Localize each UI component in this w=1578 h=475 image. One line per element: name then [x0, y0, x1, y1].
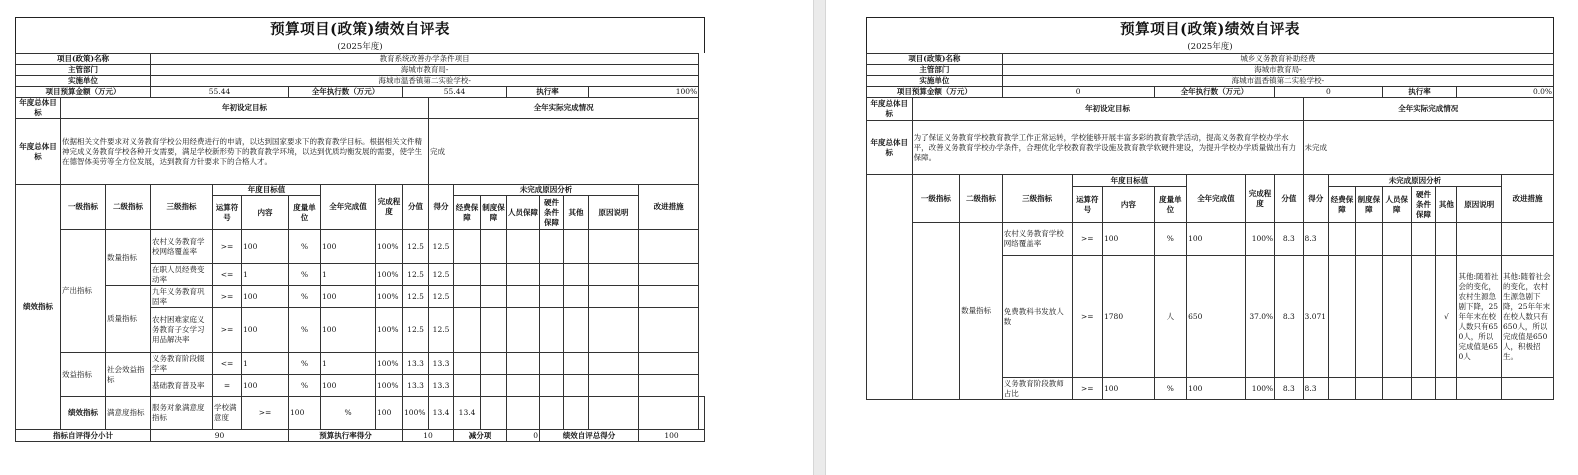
got-cell: 13.3: [429, 353, 454, 375]
degree-cell: 100%: [376, 264, 403, 286]
score-cell: 8.3: [1275, 223, 1303, 256]
content-cell: 100: [1103, 223, 1155, 256]
unit-cell: %: [289, 230, 321, 264]
budget-label: 项目预算金额（万元）: [16, 87, 151, 98]
op-cell: >=: [213, 308, 242, 353]
got-cell: 8.3: [1303, 223, 1328, 256]
score-cell: 12.5: [403, 286, 429, 308]
rate-label: 执行率: [1382, 87, 1457, 98]
evaluation-table: [866, 53, 1554, 400]
subtotal-value: 90: [151, 430, 289, 442]
header-got: 得分: [429, 185, 454, 230]
got-cell: 12.5: [429, 286, 454, 308]
score-cell: 8.3: [1275, 256, 1303, 378]
other-cell: [1436, 378, 1457, 400]
op-cell: <=: [213, 353, 242, 375]
other-cell: √: [1436, 256, 1457, 378]
unit-cell: %: [289, 308, 321, 353]
degree-cell: 100%: [376, 230, 403, 264]
table-row: [16, 230, 705, 264]
dept-label: 主管部门: [16, 65, 151, 76]
improve-cell: [1502, 378, 1554, 400]
budget-value: 0: [1002, 87, 1154, 98]
unit-cell: 人: [1154, 256, 1186, 378]
degree-cell: 100%: [376, 353, 403, 375]
header-target-group: 年度目标值: [1072, 175, 1186, 187]
subtotal-label: 指标自评得分小计: [16, 430, 151, 442]
improve-cell: 其他:随着社会的变化，农村生源急剧下降，25年年末在校人数只有650人，所以完成值是650人，积极招生。: [1502, 256, 1554, 378]
unit-value: 海城市温香镇第二实验学校-: [151, 76, 699, 87]
goal-actual-label: 全年实际完成情况: [429, 98, 699, 119]
page-divider: [813, 0, 826, 475]
goal-text: 为了保证义务教育学校教育教学工作正常运转，学校能够开展丰富多彩的教育教学活动，提高义务教育学校办学水平，改善义务教育学校办学条件，合理优化学校教育教学设施及教育教学软硬件建设，为提升学校办学质量做出有力保障。: [912, 121, 1303, 175]
goal-text: 依据相关文件要求对义务教育学校公用经费进行的申请，以达到国家要求下的教育教学目标。根据相关文件精神完成义务教育学校各种开支需要，满足学校新形势下的教育教学环境，以达到优质均衡发展的需要，使学生在德智体美劳等全方位发展，达到教育方针要求下的合格人才。: [61, 119, 429, 185]
op-cell: >=: [242, 397, 289, 430]
header-done: 全年完成值: [321, 185, 376, 230]
header-reason-group: 未完成原因分析: [1328, 175, 1501, 187]
goal-label-top: 年度总体目标: [16, 98, 61, 119]
l3-cell: 在职人员经费变动率: [151, 264, 213, 286]
l2-social: 社会效益指标: [106, 353, 151, 397]
goal-actual-label: 全年实际完成情况: [1303, 98, 1553, 121]
degree-cell: 100%: [403, 397, 429, 430]
got-cell: 8.3: [1303, 378, 1328, 400]
unit-cell: %: [289, 264, 321, 286]
l3-cell: 农村义务教育学校网络覆盖率: [151, 230, 213, 264]
header-degree: 完成程度: [376, 185, 403, 230]
header-content: 内容: [242, 196, 289, 230]
budget-value: 55.44: [151, 87, 289, 98]
header-score: 分值: [403, 185, 429, 230]
sheet-year: (2025年度): [866, 41, 1554, 53]
score-cell: 8.3: [1275, 378, 1303, 400]
header-done: 全年完成值: [1187, 175, 1246, 223]
goal-actual: 未完成: [1303, 121, 1553, 175]
header-r3: 人员保障: [1382, 187, 1411, 223]
header-op: 运算符号: [213, 196, 242, 230]
table-row: [867, 223, 1554, 256]
goal-label: 年度总体目标: [867, 121, 913, 175]
header-l2: 二级指标: [106, 185, 151, 230]
dept-value: 海城市教育局-: [1002, 65, 1553, 76]
rate-value: 100%: [589, 87, 699, 98]
content-cell: 1: [242, 264, 289, 286]
header-r4: 硬件条件保障: [1411, 187, 1435, 223]
got-cell: 12.5: [429, 308, 454, 353]
l2-quality: 质量指标: [106, 286, 151, 353]
l2-quantity: 数量指标: [960, 223, 1003, 400]
l1-benefit: 效益指标: [61, 353, 106, 397]
op-cell: =: [213, 375, 242, 397]
header-l3: 三级指标: [151, 185, 213, 230]
goal-label: 年度总体目标: [16, 119, 61, 185]
header-r4: 硬件条件保障: [540, 196, 564, 230]
op-cell: >=: [213, 286, 242, 308]
header-r2: 制度保障: [1356, 187, 1382, 223]
unit-label: 实施单位: [867, 76, 1003, 87]
content-cell: 100: [1103, 378, 1155, 400]
score-cell: 12.5: [403, 308, 429, 353]
l3-cell: 基础教育普及率: [151, 375, 213, 397]
score-cell: 12.5: [403, 230, 429, 264]
header-r6: 原因说明: [1457, 187, 1502, 223]
content-cell: 100: [242, 375, 289, 397]
goal-set-label: 年初设定目标: [912, 98, 1303, 121]
header-r1: 经费保障: [1328, 187, 1355, 223]
unit-cell: %: [289, 353, 321, 375]
header-improve: 改进措施: [1502, 175, 1554, 223]
budget-score-label: 预算执行率得分: [289, 430, 403, 442]
project-name-label: 项目(政策)名称: [16, 54, 151, 65]
deduct-value: 0: [507, 430, 540, 442]
header-r2: 制度保障: [481, 196, 507, 230]
project-name-value: 城乡义务教育补助经费: [1002, 54, 1553, 65]
done-cell: 100: [321, 286, 376, 308]
l3-cell: 农村困难家庭义务教育子女学习用品解决率: [151, 308, 213, 353]
content-cell: 100: [242, 286, 289, 308]
reason-cell: [1457, 378, 1502, 400]
op-cell: >=: [1072, 256, 1102, 378]
l3-cell: 九年义务教育巩固率: [151, 286, 213, 308]
header-op: 运算符号: [1072, 187, 1102, 223]
degree-cell: 100%: [1245, 378, 1274, 400]
unit-cell: %: [1154, 378, 1186, 400]
other-cell: [1436, 223, 1457, 256]
reason-cell: 其他:随着社会的变化，农村生源急剧下降，25年年末在校人数只有650人，所以完成值是650人: [1457, 256, 1502, 378]
got-cell: 12.5: [429, 230, 454, 264]
score-cell: 13.3: [403, 353, 429, 375]
unit-label: 实施单位: [16, 76, 151, 87]
header-target-group: 年度目标值: [213, 185, 321, 196]
header-content: 内容: [1103, 187, 1155, 223]
content-cell: 100: [242, 308, 289, 353]
total-value: 100: [639, 430, 705, 442]
unit-cell: %: [289, 286, 321, 308]
header-unit: 度量单位: [289, 196, 321, 230]
l1-blank: [912, 223, 960, 400]
l3-cell: 免费教科书发放人数: [1002, 256, 1072, 378]
l2-quantity: 数量指标: [106, 230, 151, 286]
score-cell: 13.4: [429, 397, 454, 430]
unit-cell: %: [1154, 223, 1186, 256]
header-r5: 其他: [564, 196, 589, 230]
header-improve: 改进措施: [639, 185, 699, 230]
got-cell: 3.071: [1303, 256, 1328, 378]
unit-cell: %: [321, 397, 376, 430]
project-name-label: 项目(政策)名称: [867, 54, 1003, 65]
project-name-value: 教育系统改善办学条件项目: [151, 54, 699, 65]
got-cell: 13.4: [454, 397, 481, 430]
header-got: 得分: [1303, 175, 1328, 223]
done-cell: 100: [321, 375, 376, 397]
op-cell: >=: [213, 230, 242, 264]
exec-value: 0: [1275, 87, 1382, 98]
content-cell: 100: [242, 230, 289, 264]
exec-value: 55.44: [403, 87, 507, 98]
perf-label-2: 绩效指标: [61, 397, 106, 430]
header-r1: 经费保障: [454, 196, 481, 230]
goal-label-top: 年度总体目标: [867, 98, 913, 121]
l3-cell: 义务教育阶段辍学率: [151, 353, 213, 375]
l3-cell: 农村义务教育学校网络覆盖率: [1002, 223, 1072, 256]
goal-actual: 完成: [429, 119, 699, 185]
budget-score-value: 10: [403, 430, 454, 442]
l1-output: 产出指标: [61, 230, 106, 353]
done-cell: 100: [376, 397, 403, 430]
rate-value: 0.0%: [1457, 87, 1554, 98]
l3-cell: 义务教育阶段教师占比: [1002, 378, 1072, 400]
done-cell: 100: [321, 308, 376, 353]
header-score: 分值: [1275, 175, 1303, 223]
header-unit: 度量单位: [1154, 187, 1186, 223]
perf-label: 绩效指标: [16, 185, 61, 430]
done-cell: 1: [321, 353, 376, 375]
evaluation-table: [15, 53, 705, 442]
total-label: 绩效自评总得分: [540, 430, 639, 442]
degree-cell: 100%: [376, 286, 403, 308]
content-cell: 1: [242, 353, 289, 375]
table-row: [16, 397, 705, 430]
header-r5: 其他: [1436, 187, 1457, 223]
table-row: [16, 353, 705, 375]
header-degree: 完成程度: [1245, 175, 1274, 223]
got-cell: 12.5: [429, 264, 454, 286]
dept-value: 海城市教育局-: [151, 65, 699, 76]
rate-label: 执行率: [507, 87, 589, 98]
op-cell: >=: [1072, 378, 1102, 400]
deduct-label: 减分项: [454, 430, 507, 442]
got-cell: 13.3: [429, 375, 454, 397]
op-cell: <=: [213, 264, 242, 286]
op-cell: >=: [1072, 223, 1102, 256]
dept-label: 主管部门: [867, 65, 1003, 76]
table-row: [16, 286, 705, 308]
l3-cell: 学校满意度: [213, 397, 242, 430]
sheet-title: 预算项目(政策)绩效自评表: [866, 17, 1554, 41]
degree-cell: 37.0%: [1245, 256, 1274, 378]
content-cell: 100: [289, 397, 321, 430]
header-r3: 人员保障: [507, 196, 540, 230]
evaluation-sheet-right: [866, 17, 1554, 400]
score-cell: 13.3: [403, 375, 429, 397]
sheet-year: (2025年度): [15, 41, 705, 53]
reason-cell: [1457, 223, 1502, 256]
budget-label: 项目预算金额（万元）: [867, 87, 1003, 98]
degree-cell: 100%: [376, 375, 403, 397]
evaluation-sheet-left: [15, 17, 705, 442]
header-l2: 二级指标: [960, 175, 1003, 223]
exec-label: 全年执行数（万元）: [1154, 87, 1275, 98]
done-cell: 100: [321, 230, 376, 264]
header-l1: 一级指标: [61, 185, 106, 230]
header-l1: 一级指标: [912, 175, 960, 223]
degree-cell: 100%: [376, 308, 403, 353]
score-cell: 12.5: [403, 264, 429, 286]
goal-set-label: 年初设定目标: [61, 98, 429, 119]
unit-cell: %: [289, 375, 321, 397]
degree-cell: 100%: [1245, 223, 1274, 256]
improve-cell: [1502, 223, 1554, 256]
unit-value: 海城市温香镇第二实验学校-: [1002, 76, 1553, 87]
l1-satisfaction: 满意度指标: [106, 397, 151, 430]
done-cell: 100: [1187, 223, 1246, 256]
sheet-title: 预算项目(政策)绩效自评表: [15, 17, 705, 41]
done-cell: 100: [1187, 378, 1246, 400]
header-reason-group: 未完成原因分析: [454, 185, 639, 196]
exec-label: 全年执行数（万元）: [289, 87, 403, 98]
content-cell: 1780: [1103, 256, 1155, 378]
header-r6: 原因说明: [589, 196, 639, 230]
done-cell: 1: [321, 264, 376, 286]
done-cell: 650: [1187, 256, 1246, 378]
l2-service: 服务对象满意度指标: [151, 397, 213, 430]
header-l3: 三级指标: [1002, 175, 1072, 223]
perf-blank: [867, 175, 913, 400]
